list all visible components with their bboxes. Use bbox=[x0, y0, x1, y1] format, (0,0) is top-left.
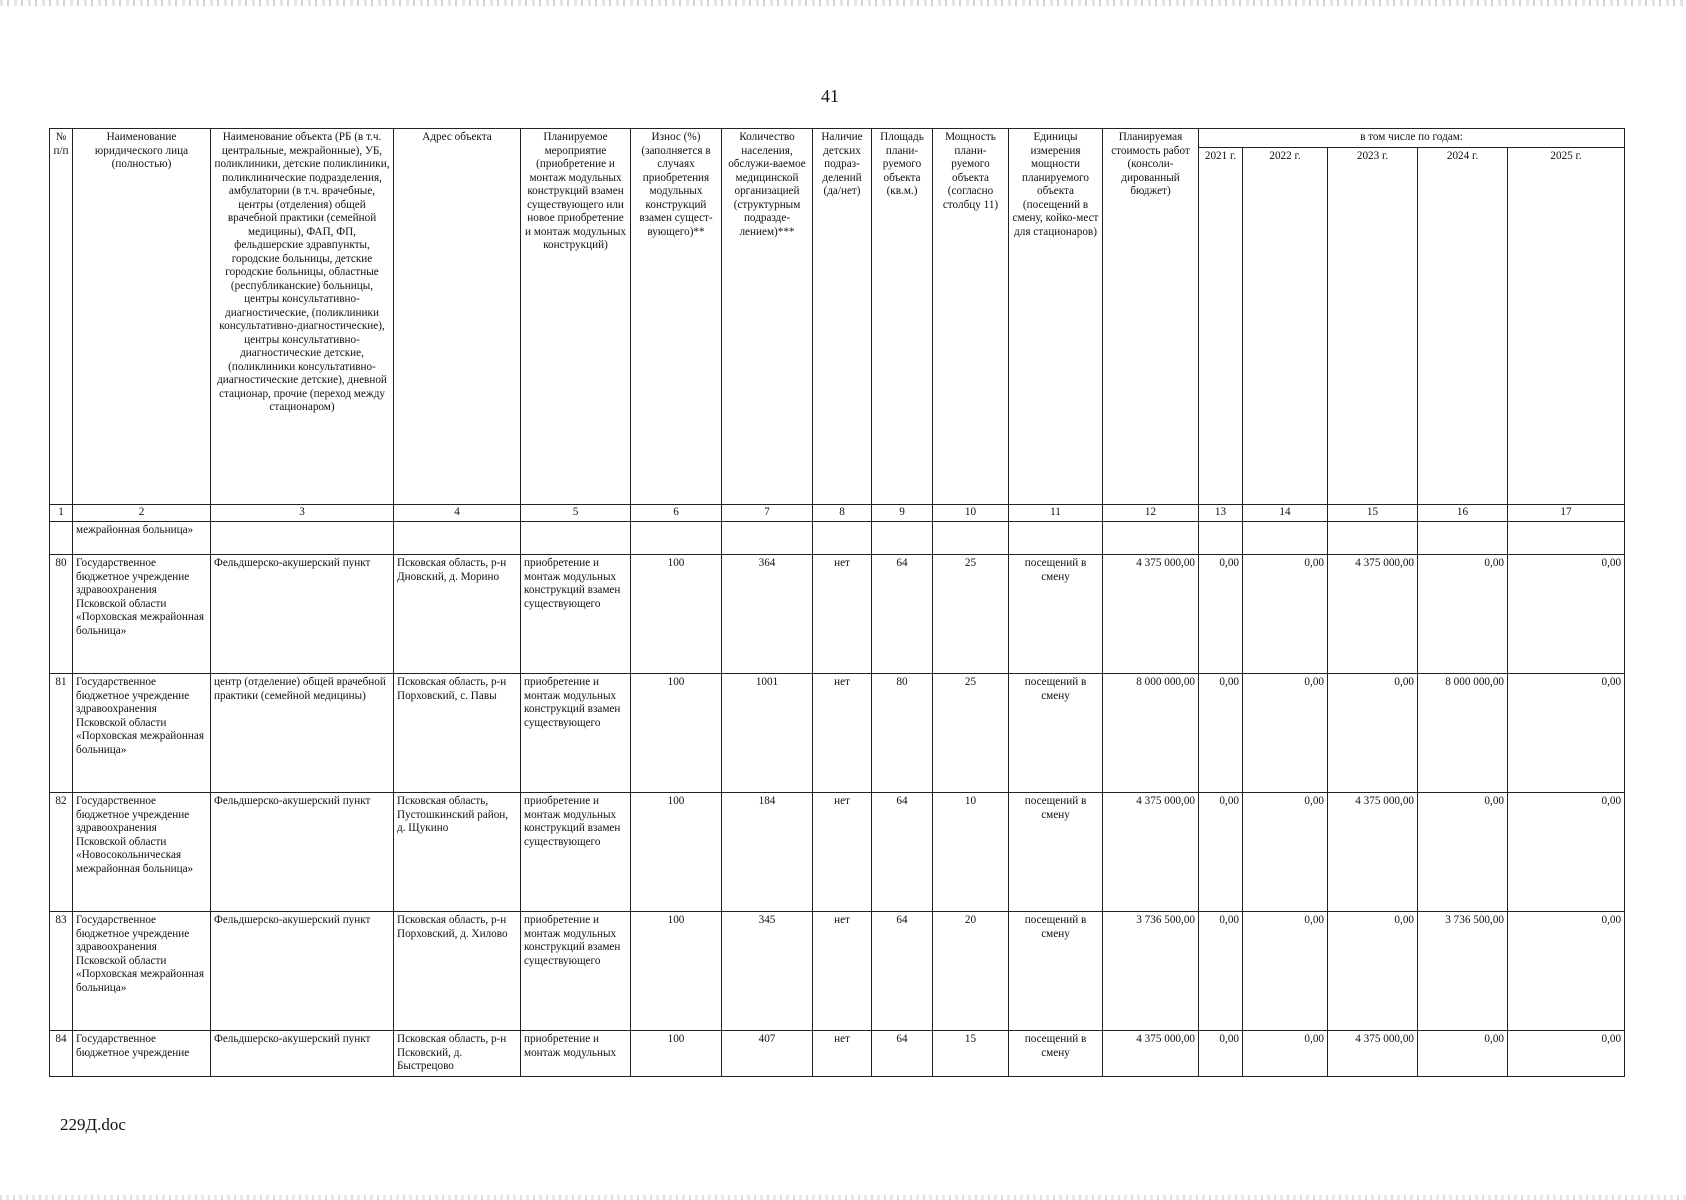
cell-num: 82 bbox=[50, 793, 73, 912]
cell-children: нет bbox=[813, 793, 872, 912]
cell-legal-name: Государственное бюджетное учреждение здравоохранения Псковской области «Порховская межрайонная больница» bbox=[73, 674, 211, 793]
column-number: 5 bbox=[521, 505, 631, 522]
scan-edge-bottom bbox=[0, 1195, 1686, 1200]
cell-wear: 100 bbox=[631, 674, 722, 793]
header-year-2025: 2025 г. bbox=[1508, 148, 1625, 505]
cell-population: 1001 bbox=[722, 674, 813, 793]
header-num: № п/п bbox=[50, 129, 73, 505]
cell-capacity: 20 bbox=[933, 912, 1009, 1031]
cell-children: нет bbox=[813, 674, 872, 793]
cell-cost: 8 000 000,00 bbox=[1103, 674, 1199, 793]
scan-edge-top bbox=[0, 0, 1686, 6]
cell-area: 80 bbox=[872, 674, 933, 793]
column-number: 2 bbox=[73, 505, 211, 522]
cell-address: Псковская область, Пустошкинский район, д. Щукино bbox=[394, 793, 521, 912]
cell-y2021: 0,00 bbox=[1199, 912, 1243, 1031]
cell-y2023: 0,00 bbox=[1328, 912, 1418, 1031]
cell-cost: 4 375 000,00 bbox=[1103, 793, 1199, 912]
cell-num: 84 bbox=[50, 1031, 73, 1077]
cell-children: нет bbox=[813, 1031, 872, 1077]
cell-legal-name: Государственное бюджетное учреждение здравоохранения Псковской области «Порховская межрайонная больница» bbox=[73, 555, 211, 674]
column-number: 4 bbox=[394, 505, 521, 522]
column-number: 3 bbox=[211, 505, 394, 522]
cell-address: Псковская область, р-н Порховский, с. Павы bbox=[394, 674, 521, 793]
cell-legal-name: Государственное бюджетное учреждение здравоохранения Псковской области «Порховская межрайонная больница» bbox=[73, 912, 211, 1031]
header-units: Единицы измерения мощности планируемого объекта (посещений в смену, койко-мест для стационаров) bbox=[1009, 129, 1103, 505]
cell-object-name: Фельдшерско-акушерский пункт bbox=[211, 1031, 394, 1077]
cell-y2024: 8 000 000,00 bbox=[1418, 674, 1508, 793]
cell-cost: 4 375 000,00 bbox=[1103, 555, 1199, 674]
continuation-row bbox=[50, 522, 1625, 555]
cell-y2022: 0,00 bbox=[1243, 793, 1328, 912]
header-by-years: в том числе по годам: bbox=[1199, 129, 1625, 148]
column-number: 7 bbox=[722, 505, 813, 522]
cell-area: 64 bbox=[872, 912, 933, 1031]
header-year-2023: 2023 г. bbox=[1328, 148, 1418, 505]
cell-num: 83 bbox=[50, 912, 73, 1031]
header-address: Адрес объекта bbox=[394, 129, 521, 505]
cell-cost: 3 736 500,00 bbox=[1103, 912, 1199, 1031]
cell-y2024: 3 736 500,00 bbox=[1418, 912, 1508, 1031]
cell-area: 64 bbox=[872, 555, 933, 674]
cell-y2021: 0,00 bbox=[1199, 1031, 1243, 1077]
column-number: 8 bbox=[813, 505, 872, 522]
header-legal-name: Наименование юридического лица (полностью) bbox=[73, 129, 211, 505]
cell-wear: 100 bbox=[631, 793, 722, 912]
cell-activity: приобретение и монтаж модульных bbox=[521, 1031, 631, 1077]
column-number: 6 bbox=[631, 505, 722, 522]
cell-y2021: 0,00 bbox=[1199, 555, 1243, 674]
continuation-text: межрайонная больница» bbox=[73, 522, 211, 555]
cell-y2024: 0,00 bbox=[1418, 555, 1508, 674]
column-number: 10 bbox=[933, 505, 1009, 522]
cell-y2025: 0,00 bbox=[1508, 1031, 1625, 1077]
cell-y2023: 0,00 bbox=[1328, 674, 1418, 793]
column-number: 12 bbox=[1103, 505, 1199, 522]
cell-activity: приобретение и монтаж модульных конструкций взамен существующего bbox=[521, 912, 631, 1031]
cell-y2022: 0,00 bbox=[1243, 1031, 1328, 1077]
cell-units: посещений в смену bbox=[1009, 674, 1103, 793]
header-wear: Износ (%) (заполняется в случаях приобретения модульных конструкций взамен сущест-вующего)** bbox=[631, 129, 722, 505]
table-row bbox=[50, 1031, 1625, 1077]
table-row bbox=[50, 674, 1625, 793]
column-number: 9 bbox=[872, 505, 933, 522]
header-capacity: Мощность плани-руемого объекта (согласно столбцу 11) bbox=[933, 129, 1009, 505]
cell-area: 64 bbox=[872, 1031, 933, 1077]
cell-num: 81 bbox=[50, 674, 73, 793]
cell-y2024: 0,00 bbox=[1418, 1031, 1508, 1077]
cell-y2025: 0,00 bbox=[1508, 793, 1625, 912]
cell-y2023: 4 375 000,00 bbox=[1328, 1031, 1418, 1077]
cell-y2023: 4 375 000,00 bbox=[1328, 793, 1418, 912]
cell-address: Псковская область, р-н Дновский, д. Морино bbox=[394, 555, 521, 674]
header-year-2021: 2021 г. bbox=[1199, 148, 1243, 505]
cell-units: посещений в смену bbox=[1009, 555, 1103, 674]
cell-y2021: 0,00 bbox=[1199, 674, 1243, 793]
cell-capacity: 25 bbox=[933, 555, 1009, 674]
header-object-name: Наименование объекта (РБ (в т.ч. центральные, межрайонные), УБ, поликлиники, детские поликлиники, поликлинические подразделения, амбулатории (в т.ч. врачебные, центры (отделения) общей врачебной практики (семейной медицины), ФАП, ФП, фельдшерские здравпункты, городские больницы, детские городские больницы, областные (республиканские) больницы, центры консультативно-диагностические, (поликлиники консультативно-диагностические), центры консультативно-диагностические детские, (поликлиники консультативно-диагностические детские), дневной стационар, прочие (переход между стационаром) bbox=[211, 129, 394, 505]
cell-y2024: 0,00 bbox=[1418, 793, 1508, 912]
cell-y2025: 0,00 bbox=[1508, 912, 1625, 1031]
cell-population: 407 bbox=[722, 1031, 813, 1077]
cell-object-name: центр (отделение) общей врачебной практики (семейной медицины) bbox=[211, 674, 394, 793]
cell-area: 64 bbox=[872, 793, 933, 912]
cell-capacity: 15 bbox=[933, 1031, 1009, 1077]
cell-capacity: 25 bbox=[933, 674, 1009, 793]
cell-cost: 4 375 000,00 bbox=[1103, 1031, 1199, 1077]
cell-y2021: 0,00 bbox=[1199, 793, 1243, 912]
cell-wear: 100 bbox=[631, 1031, 722, 1077]
column-number: 13 bbox=[1199, 505, 1243, 522]
cell-children: нет bbox=[813, 912, 872, 1031]
header-year-2022: 2022 г. bbox=[1243, 148, 1328, 505]
cell-y2023: 4 375 000,00 bbox=[1328, 555, 1418, 674]
table-row bbox=[50, 555, 1625, 674]
table-row bbox=[50, 793, 1625, 912]
header-cost: Планируемая стоимость работ (консоли-дированный бюджет) bbox=[1103, 129, 1199, 505]
cell-activity: приобретение и монтаж модульных конструкций взамен существующего bbox=[521, 555, 631, 674]
cell-y2022: 0,00 bbox=[1243, 912, 1328, 1031]
investment-table bbox=[49, 128, 1625, 1077]
column-number: 17 bbox=[1508, 505, 1625, 522]
column-number: 1 bbox=[50, 505, 73, 522]
table-row bbox=[50, 912, 1625, 1031]
cell-activity: приобретение и монтаж модульных конструкций взамен существующего bbox=[521, 674, 631, 793]
document-filename: 229Д.doc bbox=[60, 1115, 126, 1134]
cell-legal-name: Государственное бюджетное учреждение здравоохранения Псковской области «Новосокольническая межрайонная больница» bbox=[73, 793, 211, 912]
cell-y2022: 0,00 bbox=[1243, 674, 1328, 793]
cell-y2025: 0,00 bbox=[1508, 674, 1625, 793]
cell-y2025: 0,00 bbox=[1508, 555, 1625, 674]
cell-population: 184 bbox=[722, 793, 813, 912]
cell-activity: приобретение и монтаж модульных конструкций взамен существующего bbox=[521, 793, 631, 912]
cell-capacity: 10 bbox=[933, 793, 1009, 912]
cell-wear: 100 bbox=[631, 912, 722, 1031]
cell-num: 80 bbox=[50, 555, 73, 674]
header-children: Наличие детских подраз-делений (да/нет) bbox=[813, 129, 872, 505]
column-number: 11 bbox=[1009, 505, 1103, 522]
cell-units: посещений в смену bbox=[1009, 912, 1103, 1031]
cell-address: Псковская область, р-н Порховский, д. Хилово bbox=[394, 912, 521, 1031]
header-area: Площадь плани-руемого объекта (кв.м.) bbox=[872, 129, 933, 505]
cell-population: 364 bbox=[722, 555, 813, 674]
page-number: 41 bbox=[821, 86, 839, 106]
column-number: 16 bbox=[1418, 505, 1508, 522]
column-number: 15 bbox=[1328, 505, 1418, 522]
cell-address: Псковская область, р-н Псковский, д. Быстрецово bbox=[394, 1031, 521, 1077]
header-year-2024: 2024 г. bbox=[1418, 148, 1508, 505]
cell-wear: 100 bbox=[631, 555, 722, 674]
cell-object-name: Фельдшерско-акушерский пункт bbox=[211, 912, 394, 1031]
header-activity: Планируемое мероприятие (приобретение и монтаж модульных конструкций взамен существующего или новое приобретение и монтаж модульных конструкций) bbox=[521, 129, 631, 505]
column-numbers-row bbox=[50, 505, 1625, 522]
cell-y2022: 0,00 bbox=[1243, 555, 1328, 674]
cell-object-name: Фельдшерско-акушерский пункт bbox=[211, 793, 394, 912]
column-number: 14 bbox=[1243, 505, 1328, 522]
cell-legal-name: Государственное бюджетное учреждение bbox=[73, 1031, 211, 1077]
cell-units: посещений в смену bbox=[1009, 1031, 1103, 1077]
cell-population: 345 bbox=[722, 912, 813, 1031]
cell-units: посещений в смену bbox=[1009, 793, 1103, 912]
header-population: Количество населения, обслужи-ваемое медицинской организацией (структурным подразде-лением)*** bbox=[722, 129, 813, 505]
cell-object-name: Фельдшерско-акушерский пункт bbox=[211, 555, 394, 674]
cell-children: нет bbox=[813, 555, 872, 674]
